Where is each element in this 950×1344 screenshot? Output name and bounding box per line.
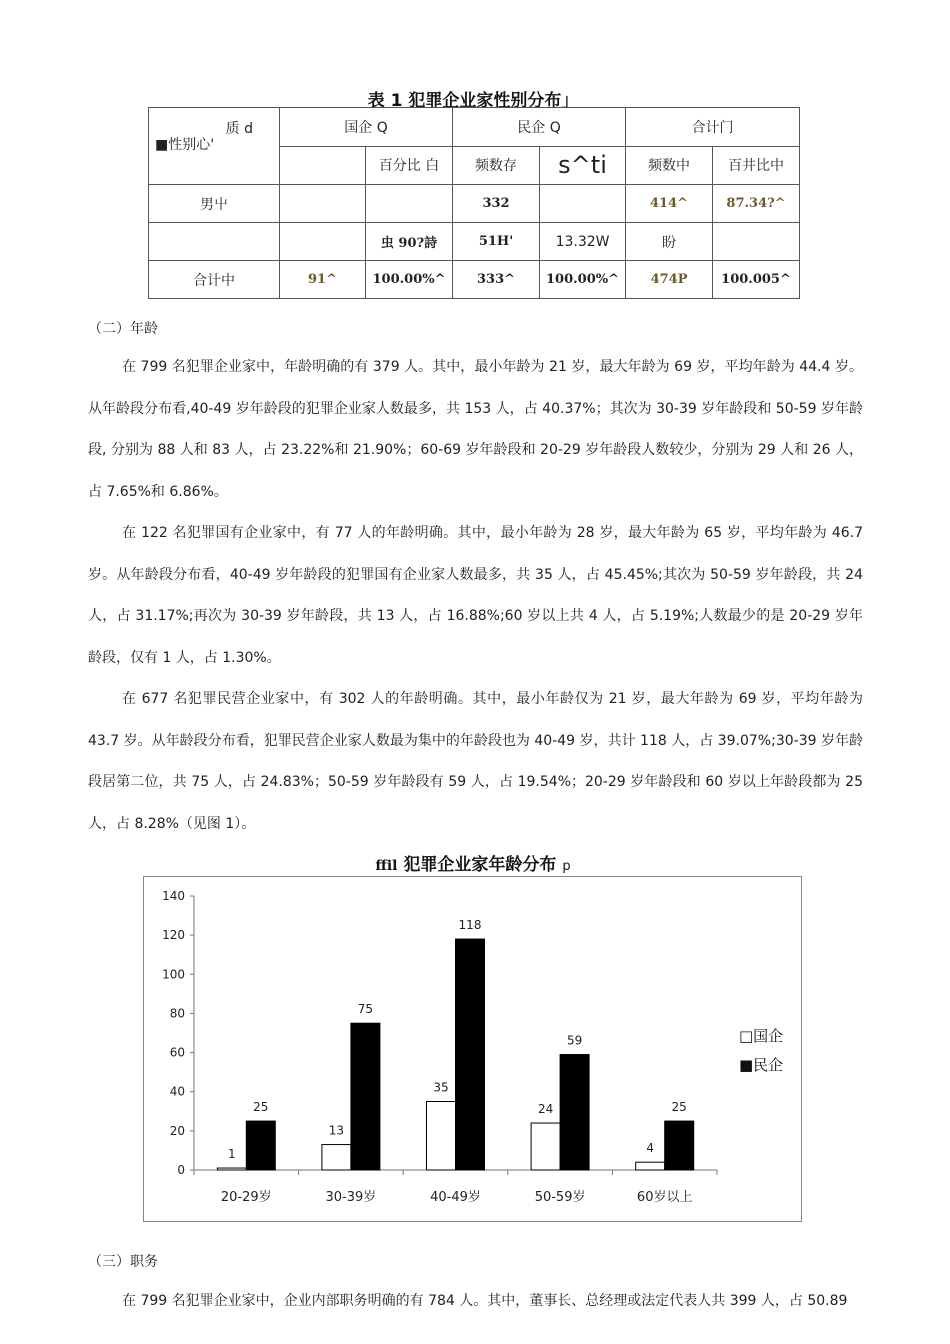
y-tick-label: 60: [169, 1045, 185, 1060]
subheader-freq-total: 频数中: [626, 146, 713, 185]
bar-state-owned: [427, 1102, 456, 1171]
table-cell: 332: [453, 185, 540, 223]
row-label: [149, 223, 280, 261]
chart-title-text: 犯罪企业家年龄分布: [403, 855, 557, 875]
table-cell: [280, 185, 366, 223]
chart-title: [143, 850, 803, 875]
paragraph-private-age: 在 677 名犯罪民营企业家中，有 302 人的年龄明确。其中，最小年龄仅为 21 岁，最大年龄为 69 岁，平均年龄为 43.7 岁。从年龄段分布看，犯罪民营企业家人数最为集中的年龄段也为 40-49 岁，共计 118 人，占 39.07%;30-39 岁年龄段居第二位，共 75 人，占 24.83%；50-59 岁年龄段有 59 人，占 19.54%；20-29 岁年龄段和 60 岁以上年龄段都为 25 人，占 8.28%（见图 1）。: [88, 691, 863, 832]
subheader-pct-state: 百分比 白: [366, 146, 453, 185]
table-cell: 盼: [626, 223, 713, 261]
legend-private: ■民企: [739, 1056, 784, 1074]
bar-state-owned: [322, 1145, 351, 1170]
chart-title-suffix: p: [562, 859, 571, 874]
bar-private: [246, 1121, 275, 1170]
y-tick-label: 120: [162, 928, 185, 943]
subheader-freq-private: 频数存: [453, 146, 540, 185]
paragraph-position: 在 799 名犯罪企业家中，企业内部职务明确的有 784 人。其中，董事长、总经理或法定代表人共 399 人，占 50.89: [122, 1293, 848, 1309]
subheader-pct-private: s^ti: [540, 146, 626, 185]
bar-private: [560, 1055, 589, 1170]
x-tick-label: 20-29岁: [220, 1190, 272, 1205]
table-cell: [366, 185, 453, 223]
table-cell: 414^: [626, 185, 713, 223]
data-label: 25: [253, 1100, 269, 1115]
x-tick-label: 30-39岁: [325, 1190, 377, 1205]
data-label: 59: [566, 1033, 583, 1048]
table-corner-cell: [149, 108, 280, 185]
subheader-pct-total: 百井比中: [713, 146, 800, 185]
header-state-owned: 国企 Q: [280, 108, 453, 147]
subheader-freq-state: [280, 146, 366, 185]
bar-private: [351, 1023, 380, 1170]
table-cell: 100.005^: [713, 261, 800, 299]
x-tick-label: 60岁以上: [636, 1190, 693, 1205]
chart-title-prefix: ffil: [375, 858, 398, 874]
table-cell: 100.00%^: [366, 261, 453, 299]
x-tick-label: 40-49岁: [430, 1190, 481, 1205]
table-cell: 333^: [453, 261, 540, 299]
bar-private: [665, 1121, 694, 1170]
table-cell: 91^: [280, 261, 366, 299]
paragraph-state-owned-age: 在 122 名犯罪国有企业家中，有 77 人的年龄明确。其中，最小年龄为 28 岁，最大年龄为 65 岁，平均年龄为 46.7 岁。从年龄段分布看，40-49 岁年龄段的犯罪国有企业家人数最多，共 35 人，占 45.45%;其次为 50-59 岁年龄段，共 24 人，占 31.17%;再次为 30-39 岁年龄段，共 13 人，占 16.88%;60 岁以上共 4 人，占 5.19%;人数最少的是 20-29 岁年龄段，仅有 1 人，占 1.30%。: [88, 525, 863, 666]
data-label: 24: [537, 1102, 554, 1117]
y-tick-label: 20: [169, 1123, 185, 1138]
corner-top-label: 质 d: [225, 121, 253, 137]
legend-state-owned: □国企: [739, 1027, 784, 1045]
x-tick-label: 50-59岁: [534, 1190, 586, 1205]
y-tick-label: 0: [177, 1163, 185, 1177]
data-label: 13: [328, 1123, 345, 1138]
table-cell: 51H': [453, 223, 540, 261]
table-cell: [540, 185, 626, 223]
table-cell: [713, 223, 800, 261]
corner-bottom-label: ■性别心': [155, 137, 215, 153]
table-cell: 474P: [626, 261, 713, 299]
data-label: 35: [433, 1080, 449, 1095]
table-row-male: [149, 185, 800, 223]
bar-state-owned: [217, 1168, 246, 1170]
row-label: 男屮: [149, 185, 280, 223]
table-row-female: [149, 223, 800, 261]
table-cell: 13.32W: [540, 223, 626, 261]
data-label: 75: [357, 1002, 374, 1017]
table-cell: 87.34?^: [713, 185, 800, 223]
paragraph-overall-age: 在 799 名犯罪企业家中，年龄明确的有 379 人。其中，最小年龄为 21 岁，最大年龄为 69 岁，平均年龄为 44.4 岁。从年龄段分布看,40-49 岁年龄段的犯罪企业家人数最多，共 153 人，占 40.37%；其次为 30-39 岁年龄段和 50-59 岁年龄段, 分别为 88 人和 83 人，占 23.22%和 21.90%；60-69 岁年龄段和 20-29 岁年龄段人数较少，分别为 29 人和 26 人，占 7.65%和 6.86%。: [88, 359, 863, 500]
y-tick-label: 40: [169, 1084, 185, 1099]
table-cell: 虫 90?詩: [366, 223, 453, 261]
age-distribution-chart: [143, 876, 802, 1222]
header-total: 合计门: [626, 108, 800, 147]
data-label: 1: [227, 1147, 236, 1162]
section-heading-age: （二）年龄: [88, 321, 158, 337]
bar-state-owned: [636, 1162, 665, 1170]
bar-private: [456, 939, 485, 1170]
data-label: 25: [671, 1100, 687, 1115]
table-row-total: [149, 261, 800, 299]
section-heading-position: （三）职务: [88, 1254, 158, 1270]
bar-state-owned: [531, 1123, 560, 1170]
table-title: 表 1 犯罪企业家性别分布」: [367, 91, 579, 111]
y-tick-label: 140: [162, 889, 185, 903]
data-label: 4: [646, 1141, 655, 1156]
chart-svg: [144, 877, 801, 1221]
gender-distribution-table: [148, 107, 800, 299]
row-label: 合计中: [149, 261, 280, 299]
y-tick-label: 100: [162, 967, 185, 982]
header-private: 民企 Q: [453, 108, 626, 147]
table-cell: 100.00%^: [540, 261, 626, 299]
y-tick-label: 80: [169, 1006, 185, 1021]
table-cell: [280, 223, 366, 261]
data-label: 118: [458, 918, 482, 933]
